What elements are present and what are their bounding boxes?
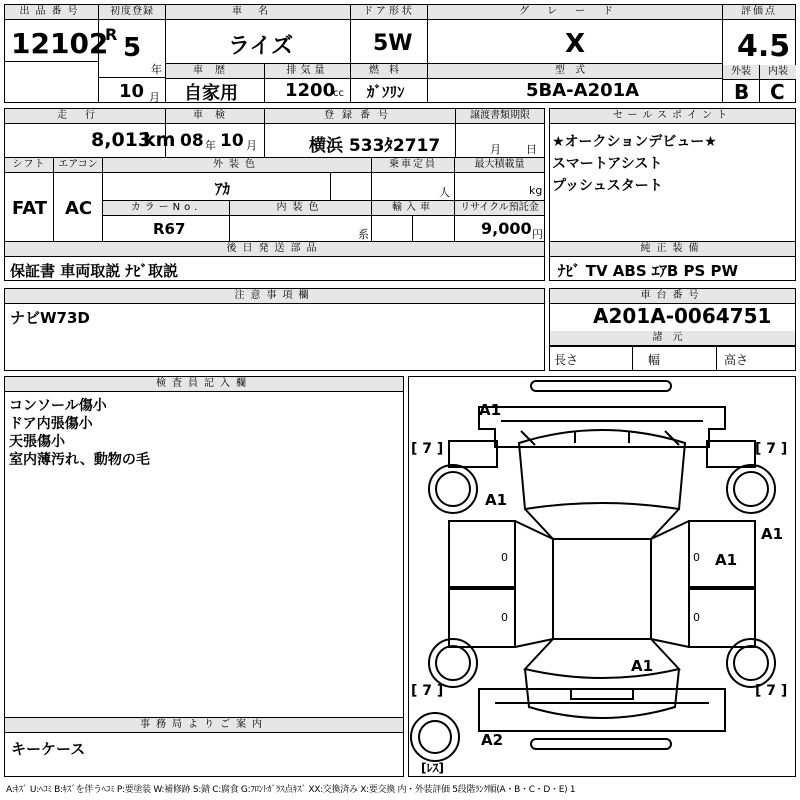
notes-label: 注意事項欄: [5, 289, 544, 304]
tire-mark-rear-left: [ 7 ]: [411, 683, 444, 699]
chassis-box: [549, 288, 796, 371]
mileage-box: [4, 108, 176, 158]
fuel-value: ｶﾞｿﾘﾝ: [367, 83, 405, 101]
interior-color-unit: 系: [358, 228, 369, 241]
inspector-label: 検査員記入欄: [5, 377, 403, 392]
exterior-grade: B: [734, 80, 750, 104]
damage-mark-front-left: A1: [479, 401, 502, 419]
shipping-label: 後日発送部品: [5, 242, 544, 257]
inspector-line-1: コンソール傷小: [9, 398, 107, 414]
plate-box: [264, 108, 456, 158]
displacement-unit: cc: [333, 88, 344, 99]
displacement-box: [264, 63, 351, 103]
length-label: 長さ: [554, 353, 579, 367]
damage-mark-right-fender: A1: [761, 525, 784, 543]
panel-zero-3: 0: [693, 551, 700, 564]
inspection-year-unit: 年: [205, 139, 216, 152]
car-name-box: [165, 4, 351, 64]
mileage-label: 走行: [5, 109, 165, 124]
tire-mark-front-left: [ 7 ]: [411, 441, 444, 457]
notes-text: ナビW73D: [10, 309, 90, 327]
mileage-unit: km: [143, 129, 176, 151]
history-label: 車歴: [166, 64, 264, 79]
fuel-box: [350, 63, 428, 103]
month-unit: 月: [149, 91, 160, 104]
inspection-year: 08: [180, 131, 204, 151]
damage-diagram: [408, 376, 796, 777]
panel-zero-1: 0: [501, 551, 508, 564]
inspection-month: 10: [220, 131, 244, 151]
exterior-color: ｱｶ: [215, 180, 231, 198]
recycle-unit: 円: [532, 228, 543, 241]
sales-points-box: [549, 108, 796, 242]
model-box: [427, 63, 723, 103]
door-type: 5W: [373, 31, 413, 56]
exterior-grade-label: 外装: [723, 65, 759, 79]
damage-mark-left-door: A1: [485, 491, 508, 509]
shipping-box: [4, 241, 545, 281]
spec-label: 諸元: [550, 331, 795, 346]
equipment-text: ﾅﾋﾞ TV ABS ｴｱB PS PW: [558, 262, 739, 280]
chassis-number: A201A-0064751: [593, 304, 772, 328]
sales-point-2: スマートアシスト: [552, 156, 663, 172]
panel-zero-2: 0: [501, 611, 508, 624]
plate-label: 登録番号: [265, 109, 455, 124]
ac-value: AC: [65, 198, 93, 219]
shift-label: シフト: [5, 158, 53, 172]
displacement-value: 1200: [285, 80, 336, 101]
office-text: キーケース: [11, 740, 86, 758]
office-label: 事務局よりご案内: [5, 718, 403, 733]
transfer-month-unit: 月: [490, 143, 501, 156]
sales-point-1: ★オークションデビュー★: [552, 134, 717, 150]
inspector-line-4: 室内薄汚れ、動物の毛: [9, 452, 150, 468]
transfer-box: [455, 108, 545, 158]
interior-grade: C: [770, 80, 785, 104]
model-label: 型式: [428, 64, 722, 79]
sales-point-3: プッシュスタート: [552, 178, 663, 194]
score-value: 4.5: [737, 29, 791, 64]
office-box: [4, 717, 404, 777]
door-label: ドア形状: [351, 5, 427, 20]
panel-zero-4: 0: [693, 611, 700, 624]
sales-points-label: セールスポイント: [550, 109, 795, 124]
score-box: [722, 4, 796, 103]
shipping-text: 保証書 車両取説 ﾅﾋﾞ取説: [10, 262, 178, 280]
year-unit: 年: [151, 63, 162, 76]
displacement-label: 排気量: [265, 64, 350, 79]
color-number: R67: [153, 220, 186, 238]
legend-text: A:ｷｽﾞ U:ﾍｺﾐ B:ｷｽﾞを伴うﾍｺﾐ P:要塗装 W:補修跡 S:錆 C:腐食 G:ﾌﾛﾝﾄｶﾞﾗｽ点ｷｽﾞ XX:交換済み X:要交換 内・外装評価 5段階ﾗﾝｸ順(A・B・C・D・E) 1: [6, 785, 576, 795]
history-box: [165, 63, 265, 103]
capacity-label: 乗車定員: [372, 158, 454, 172]
damage-mark-roof: A1: [631, 657, 654, 675]
reg-year: 5: [123, 33, 142, 63]
fuel-label: 燃料: [351, 64, 427, 79]
shift-value: FAT: [12, 198, 48, 219]
ac-label: エアコン: [54, 158, 102, 172]
damage-mark-rear: A2: [481, 731, 504, 749]
equipment-box: [549, 241, 796, 281]
import-label: 輸入車: [372, 201, 454, 215]
lot-label: 出品番号: [5, 5, 98, 20]
plate-number: 横浜 533ﾀ2717: [309, 136, 441, 156]
inspection-box: [165, 108, 265, 158]
inspection-month-unit: 月: [246, 139, 257, 152]
capacity-unit: 人: [439, 186, 450, 199]
load-unit: kg: [529, 184, 543, 197]
spec-grid: [4, 157, 545, 242]
tire-mark-front-right: [ 7 ]: [755, 441, 788, 457]
first-registration-label: 初度登録: [99, 5, 165, 20]
transfer-label: 譲渡書類期限: [456, 109, 544, 124]
inspector-line-2: ドア内張傷小: [9, 416, 93, 432]
transfer-day-unit: 日: [526, 143, 537, 156]
exterior-color-label: 外装色: [103, 158, 371, 172]
car-outline: [409, 377, 795, 776]
inspector-line-3: 天張傷小: [9, 434, 65, 450]
history-value: 自家用: [184, 83, 238, 104]
recycle-amount: 9,000: [481, 219, 532, 238]
mileage-value: 8,013: [91, 129, 152, 151]
door-box: [350, 4, 428, 64]
chassis-label: 車台番号: [550, 289, 795, 304]
damage-mark-right-door: A1: [715, 551, 738, 569]
recycle-label: リサイクル預託金: [455, 201, 544, 215]
score-label: 評価点: [723, 5, 795, 20]
car-name-label: 車名: [166, 5, 350, 20]
equipment-label: 純正装備: [550, 242, 795, 257]
reg-month: 10: [119, 81, 145, 102]
height-label: 高さ: [724, 353, 749, 367]
interior-grade-label: 内装: [760, 65, 796, 79]
grade-value: X: [565, 29, 586, 59]
spare-tire-label: [ﾚｽ]: [421, 761, 444, 775]
inspector-box: [4, 376, 404, 718]
notes-box: [4, 288, 545, 371]
inspection-label: 車検: [166, 109, 264, 124]
era: R: [105, 25, 118, 44]
car-name: ライズ: [228, 34, 294, 59]
lot-number: 12102: [11, 27, 109, 60]
grade-box: [427, 4, 723, 64]
load-label: 最大積載量: [455, 158, 544, 172]
tire-mark-rear-right: [ 7 ]: [755, 683, 788, 699]
interior-color-label: 内装色: [230, 201, 371, 215]
color-number-label: カラーNo.: [103, 201, 229, 215]
first-registration-box: [98, 4, 166, 103]
lot-box: [4, 4, 109, 103]
width-label: 幅: [648, 353, 661, 367]
model-value: 5BA-A201A: [526, 80, 640, 101]
grade-label: グレード: [428, 5, 722, 20]
